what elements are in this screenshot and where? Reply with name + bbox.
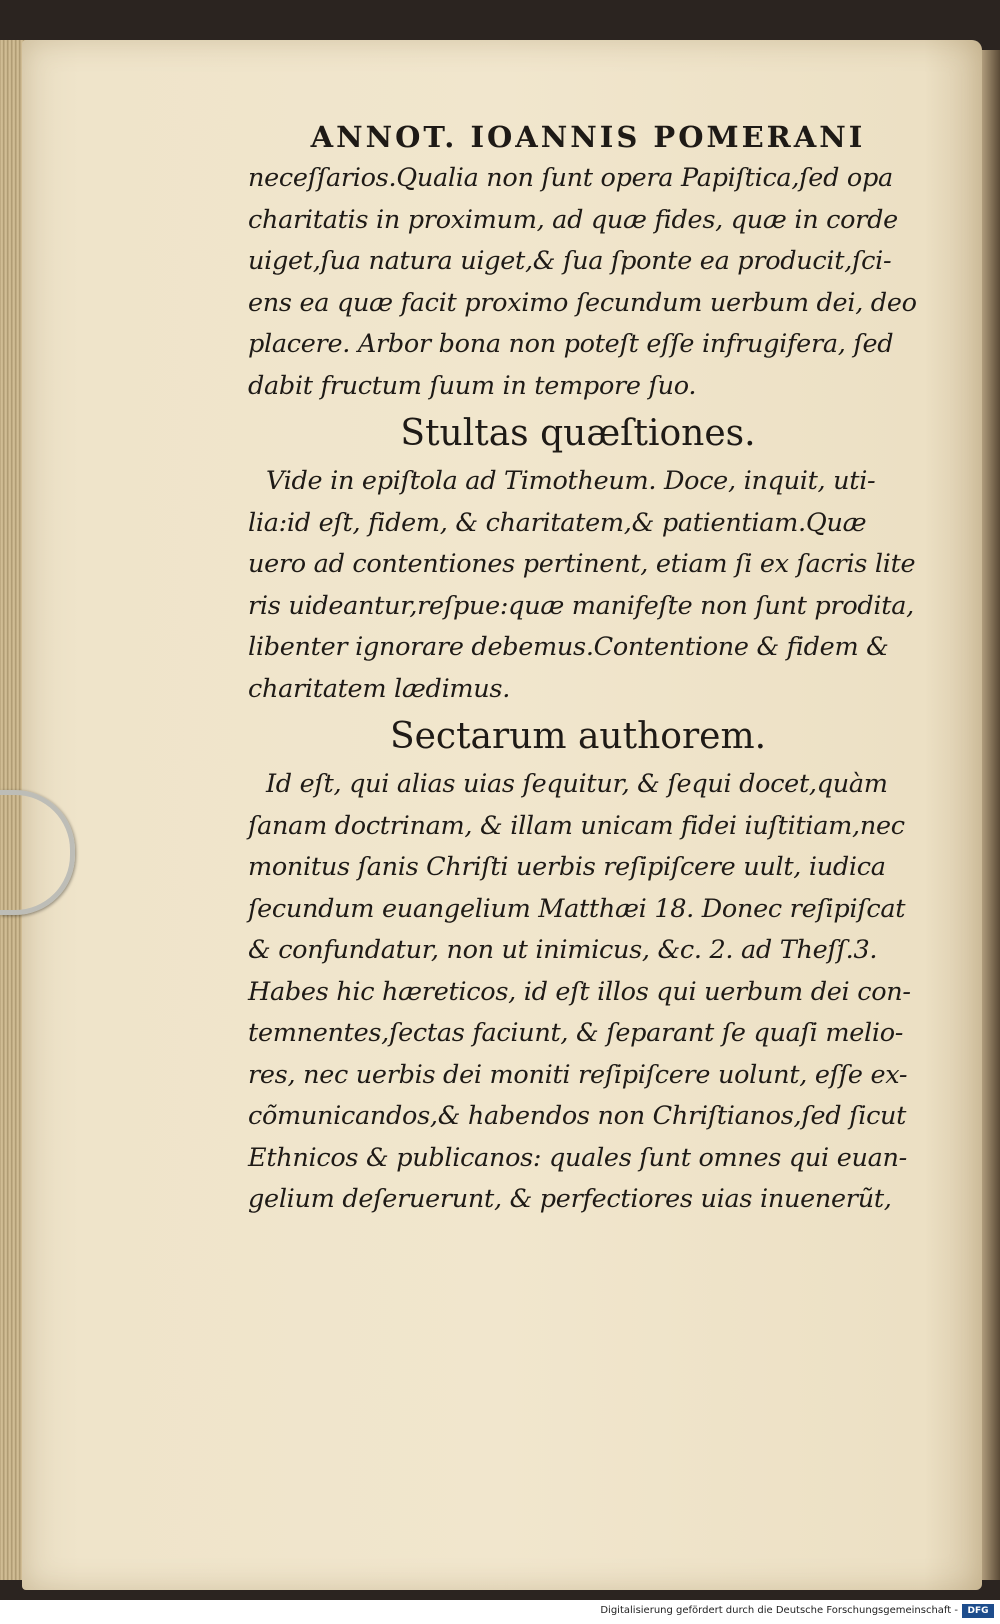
- section-heading: Sectarum authorem.: [389, 716, 767, 757]
- text-line: uiget,ſua natura uiget,& ſua ſponte ea producit,ſci-: [248, 246, 892, 276]
- paragraph-1: [248, 158, 917, 407]
- paragraph-2: [248, 461, 916, 710]
- text-line: ens ea quæ facit proximo ſecundum uerbum dei, deo: [248, 287, 917, 318]
- text-line: temnentes,ſectas faciunt, & ſeparant ſe quaſi melio-: [248, 1018, 904, 1048]
- page-text: [248, 120, 917, 1221]
- book-right-edge: [980, 50, 1000, 1580]
- text-line: charitatis in proximum, ad quæ fides, quæ in corde: [248, 204, 898, 235]
- section-heading: Stultas quæſtiones.: [400, 413, 756, 454]
- footer-bar: [0, 1600, 1000, 1624]
- text-line: Habes hic hæreticos, id eſt illos qui uerbum dei con-: [248, 976, 911, 1007]
- text-line: charitatem lædimus.: [248, 673, 511, 704]
- text-line: ris uideantur,reſpue:quæ manifeſte non ſunt prodita,: [248, 590, 914, 621]
- text-line: dabit fructum ſuum in tempore ſuo.: [248, 370, 697, 401]
- text-line: neceſſarios.Qualia non ſunt opera Papiſtica,ſed opa: [248, 163, 893, 193]
- dfg-logo: DFG: [962, 1604, 994, 1618]
- paragraph-3: [248, 764, 911, 1221]
- text-line: gelium deſeruerunt, & perfectiores uias inuenerũt,: [248, 1184, 892, 1214]
- text-line: monitus ſanis Chriſti uerbis reſipiſcere uult, iudica: [248, 852, 886, 882]
- text-line: Ethnicos & publicanos: quales ſunt omnes qui euan-: [248, 1142, 907, 1173]
- text-line: cõmunicandos,& habendos non Chriſtianos,ſed ſicut: [248, 1101, 907, 1131]
- text-line: ſecundum euangelium Matthæi 18. Donec reſipiſcat: [248, 893, 906, 924]
- text-line: & confundatur, non ut inimicus, &c. 2. ad Theſſ.3.: [248, 935, 878, 965]
- text-line: placere. Arbor bona non poteſt eſſe infrugifera, ſed: [248, 329, 894, 359]
- text-line: libenter ignorare debemus.Contentione & fidem &: [248, 632, 889, 662]
- funding-credit: Digitalisierung gefördert durch die Deutsche Forschungsgemeinschaft -: [600, 1605, 958, 1616]
- text-line: res, nec uerbis dei moniti reſipiſcere uolunt, eſſe ex-: [248, 1059, 908, 1090]
- text-line: Vide in epiſtola ad Timotheum. Doce, inquit, uti-: [266, 466, 876, 496]
- text-line: ſanam doctrinam, & illam unicam fidei iuſtitiam,nec: [248, 810, 905, 841]
- text-line: lia:id eſt, fidem, & charitatem,& patientiam.Quæ: [248, 507, 867, 538]
- running-head: ANNOT. IOANNIS POMERANI: [310, 120, 866, 154]
- text-line: uero ad contentiones pertinent, etiam ſi ex ſacris lite: [248, 549, 916, 579]
- text-line: Id eſt, qui alias uias ſequitur, & ſequi docet,quàm: [266, 769, 888, 799]
